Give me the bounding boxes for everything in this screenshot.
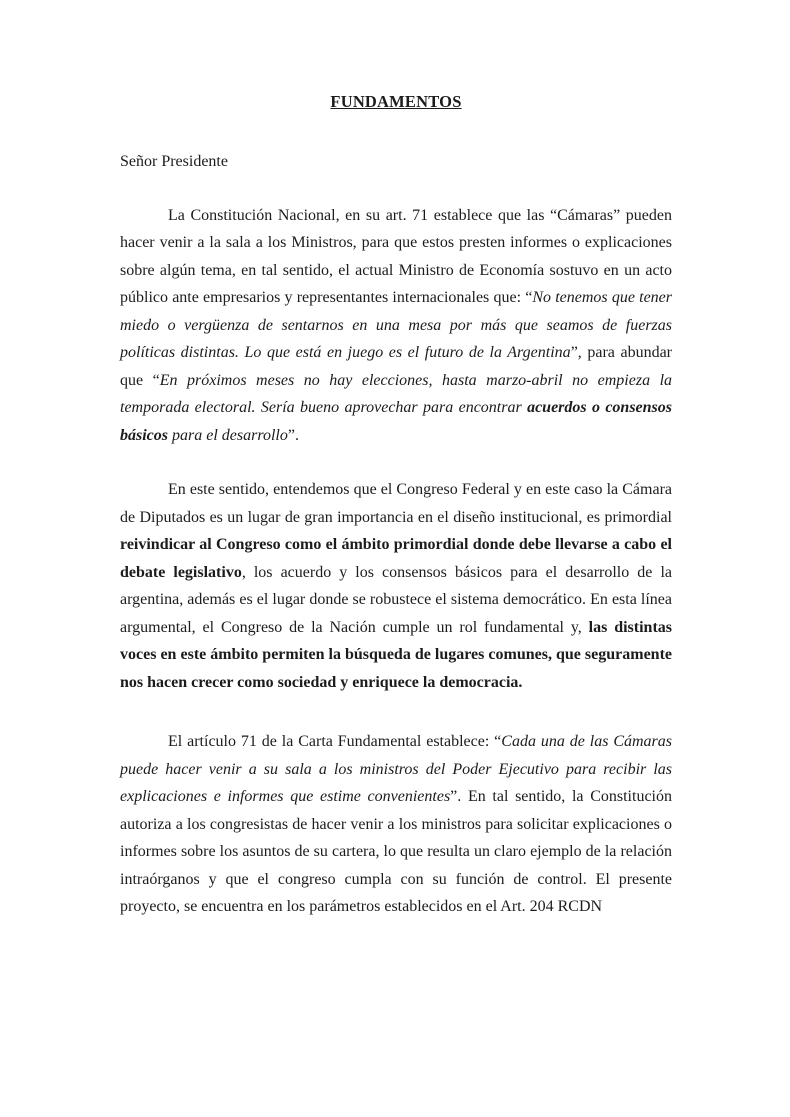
text-segment-bold: reivindicar al Congreso como el ámbito primordial donde debe llevarse a cabo el debate legislativo — [120, 536, 672, 581]
text-segment-normal: La Constitución Nacional, en su art. 71 establece que las “Cámaras” pueden hacer venir a la sala a los Ministros, para que estos presten informes o explicaciones sobre algún tema, en tal sentido, el actual Ministro de Economía sostuvo en un acto público ante empresarios y representantes internacionales que: “ — [120, 206, 672, 306]
document-title: FUNDAMENTOS — [330, 92, 462, 111]
text-segment-normal: En este sentido, entendemos que el Congreso Federal y en este caso la Cámara de Diputados es un lugar de gran importancia en el diseño institucional, es primordial — [120, 481, 672, 526]
text-segment-normal: ”. — [287, 426, 299, 444]
text-segment-bold-italic: acuerdos o consensos básicos — [120, 399, 673, 444]
text-segment-italic: Cada una de las Cámaras puede hacer venir a su sala a los ministros del Poder Ejecutivo para recibir las explicaciones e informes que estime convenientes — [120, 733, 672, 805]
text-segment-bold: las distintas voces en este ámbito permiten la búsqueda de lugares comunes, que seguramente nos hacen crecer como sociedad y enriquece la democracia. — [120, 618, 673, 691]
text-segment-normal: , los acuerdo y los consensos básicos para el desarrollo de la argentina, además es el lugar donde se robustece el sistema democrático. En esta línea argumental, el Congreso de la Nación cumple un rol fundamental y, — [120, 563, 672, 636]
paragraph — [120, 728, 672, 921]
text-segment-normal: ”. En tal sentido, la Constitución autoriza a los congresistas de hacer venir a los ministros para solicitar explicaciones o informes sobre los asuntos de su cartera, lo que resulta un claro ejemplo de la relación intraórganos y que el congreso cumpla con su función de control. El presente proyecto, se encuentra en los parámetros establecidos en el Art. 204 RCDN — [120, 788, 672, 915]
salutation: Señor Presidente — [120, 153, 228, 170]
document-content — [120, 0, 672, 921]
paragraph — [120, 476, 672, 696]
text-segment-normal: El artículo 71 de la Carta Fundamental establece: “ — [168, 733, 502, 750]
paragraph — [120, 202, 672, 450]
text-segment-normal: ”, para abundar que “ — [120, 344, 672, 389]
document-body — [120, 202, 672, 921]
text-segment-italic: No tenemos que tener miedo o vergüenza de sentarnos en una mesa por más que seamos de fuerzas políticas distintas. Lo que está en juego es el futuro de la Argentina — [120, 289, 672, 361]
text-segment-italic: En próximos meses no hay elecciones, hasta marzo-abril no empieza la temporada electoral. Sería bueno aprovechar para encontrar — [120, 371, 673, 416]
text-segment-italic: para el desarrollo — [168, 426, 288, 444]
